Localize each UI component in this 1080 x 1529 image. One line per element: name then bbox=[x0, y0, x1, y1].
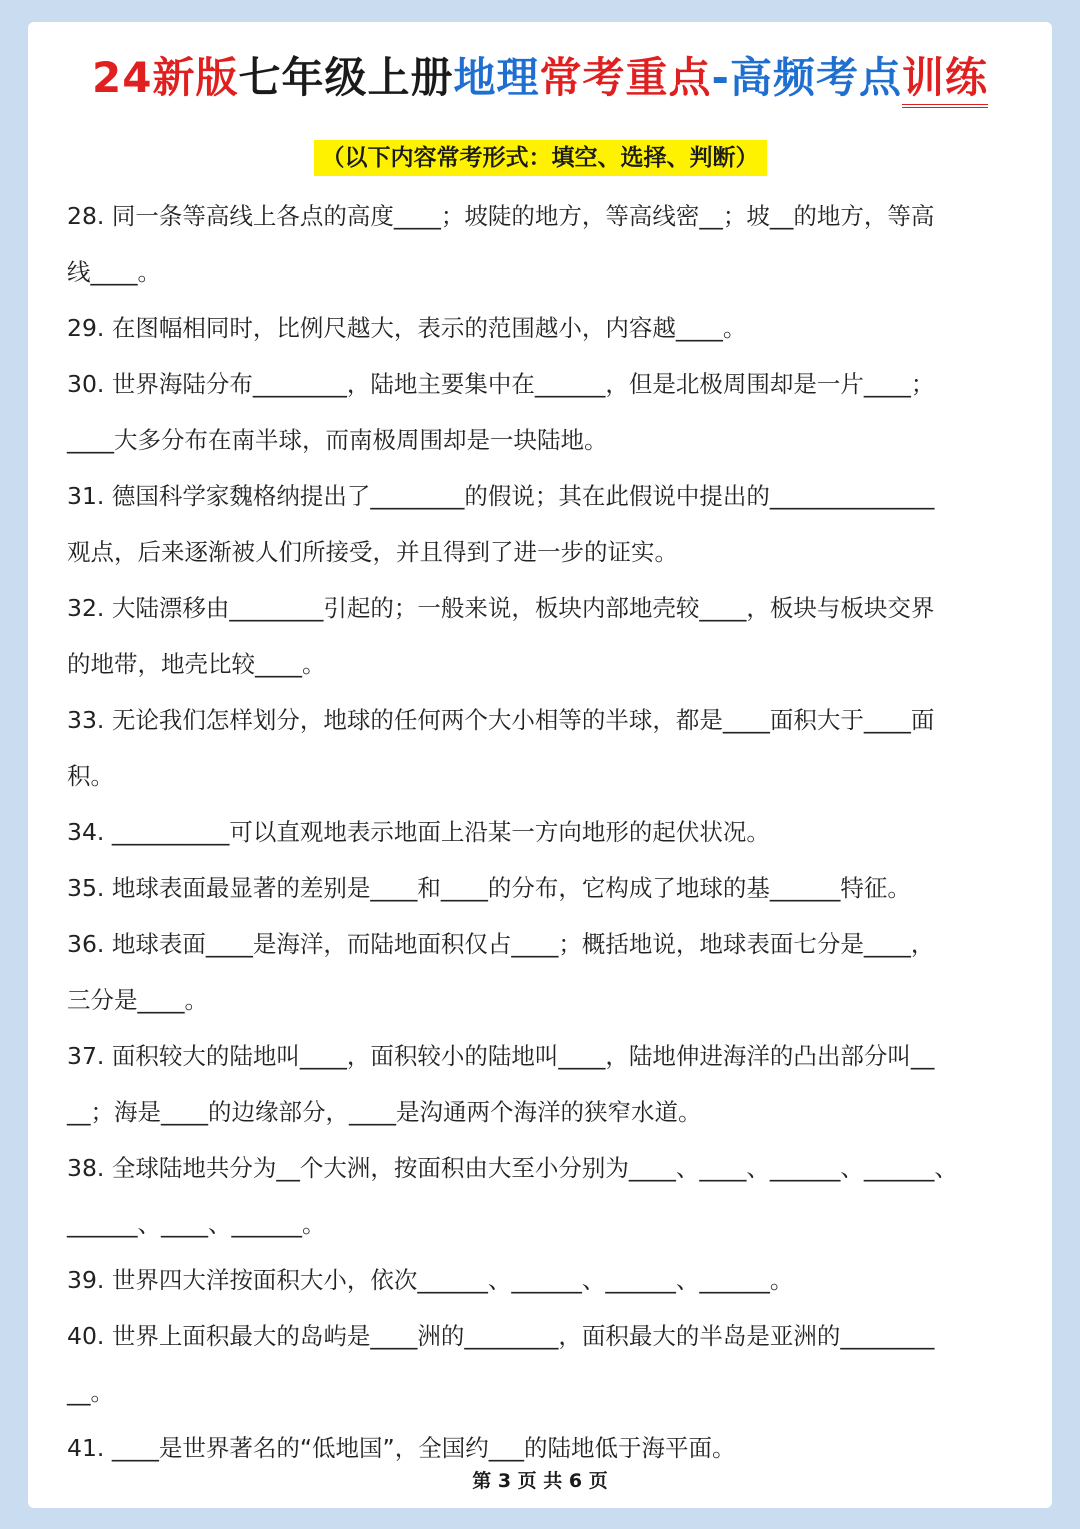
title-training: 训练 bbox=[902, 53, 988, 108]
question-line: 36. 地球表面____是海洋，而陆地面积仅占____；概括地说，地球表面七分是____， bbox=[67, 930, 935, 958]
question-line: ______、____、______。 bbox=[67, 1210, 326, 1238]
title-grade: 七年级上册 bbox=[238, 53, 454, 102]
question-line: 38. 全球陆地共分为__个大洲，按面积由大至小分别为____、____、______、______、 bbox=[67, 1154, 958, 1182]
question-line: __。 bbox=[67, 1378, 114, 1406]
question-line: 33. 无论我们怎样划分，地球的任何两个大小相等的半球，都是____面积大于____面 bbox=[67, 706, 935, 734]
page-title bbox=[0, 50, 1080, 106]
question-line: 29. 在图幅相同时，比例尺越大，表示的范围越小，内容越____。 bbox=[67, 314, 747, 342]
question-line: __；海是____的边缘部分，____是沟通两个海洋的狭窄水道。 bbox=[67, 1098, 702, 1126]
question-line: 三分是____。 bbox=[67, 986, 208, 1014]
question-line: 观点，后来逐渐被人们所接受，并且得到了进一步的证实。 bbox=[67, 538, 678, 566]
subtitle-row bbox=[0, 140, 1080, 176]
title-focus: 常考重点 bbox=[539, 53, 712, 102]
question-line: 35. 地球表面最显著的差别是____和____的分布，它构成了地球的基______特征。 bbox=[67, 874, 911, 902]
question-line: 41. ____是世界著名的“低地国”，全国约___的陆地低于海平面。 bbox=[67, 1434, 736, 1462]
question-line: 30. 世界海陆分布________，陆地主要集中在______，但是北极周围却是一片____； bbox=[67, 370, 935, 398]
question-line: 的地带，地壳比较____。 bbox=[67, 650, 326, 678]
subtitle-highlight: （以下内容常考形式：填空、选择、判断） bbox=[314, 140, 767, 176]
title-topic: -高频考点 bbox=[711, 53, 902, 102]
question-line: 31. 德国科学家魏格纳提出了________的假说；其在此假说中提出的______________ bbox=[67, 482, 935, 510]
title-subject: 地理 bbox=[453, 53, 540, 102]
page-number: 第 3 页 共 6 页 bbox=[472, 1470, 608, 1492]
question-line: 线____。 bbox=[67, 258, 161, 286]
question-line: 37. 面积较大的陆地叫____，面积较小的陆地叫____，陆地伸进海洋的凸出部分叫__ bbox=[67, 1042, 935, 1070]
question-line: 32. 大陆漂移由________引起的；一般来说，板块内部地壳较____，板块与板块交界 bbox=[67, 594, 935, 622]
question-line: 34. __________可以直观地表示地面上沿某一方向地形的起伏状况。 bbox=[67, 818, 770, 846]
title-grade-tag: 24新版 bbox=[92, 53, 239, 102]
question-list bbox=[67, 188, 1012, 1476]
question-line: 39. 世界四大洋按面积大小，依次______、______、______、______。 bbox=[67, 1266, 794, 1294]
question-line: 28. 同一条等高线上各点的高度____；坡陡的地方，等高线密__；坡__的地方，等高 bbox=[67, 202, 935, 230]
question-line: 40. 世界上面积最大的岛屿是____洲的________，面积最大的半岛是亚洲的________ bbox=[67, 1322, 935, 1350]
question-line: 积。 bbox=[67, 762, 114, 790]
question-line: ____大多分布在南半球，而南极周围却是一块陆地。 bbox=[67, 426, 608, 454]
